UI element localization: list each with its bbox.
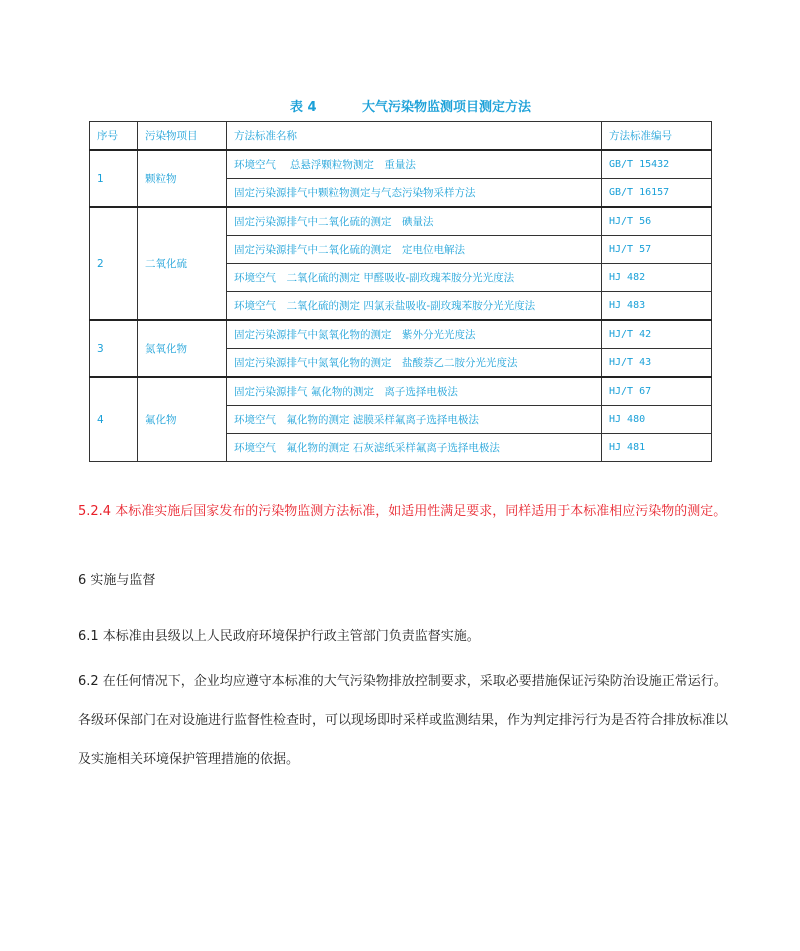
method-name: 环境空气 氟化物的测定 滤膜采样氟离子选择电极法 <box>227 406 602 434</box>
method-name: 固定污染源排气中二氧化硫的测定 碘量法 <box>227 207 602 236</box>
table-number: 表 4 <box>290 100 317 115</box>
method-code: HJ/T 42 <box>602 320 712 349</box>
method-name: 环境空气 二氧化硫的测定 四氯汞盐吸收-副玫瑰苯胺分光光度法 <box>227 292 602 321</box>
table-row <box>90 150 712 179</box>
table-title: 大气污染物监测项目测定方法 <box>362 100 532 115</box>
row-no: 2 <box>90 207 138 320</box>
method-name: 固定污染源排气中氮氧化物的测定 紫外分光光度法 <box>227 320 602 349</box>
row-pollutant: 氮氧化物 <box>138 320 227 377</box>
row-no: 3 <box>90 320 138 377</box>
method-code: HJ 480 <box>602 406 712 434</box>
method-code: GB/T 16157 <box>602 179 712 208</box>
row-no: 4 <box>90 377 138 462</box>
method-name: 环境空气 氟化物的测定 石灰滤纸采样氟离子选择电极法 <box>227 434 602 462</box>
method-code: HJ/T 56 <box>602 207 712 236</box>
row-pollutant: 氟化物 <box>138 377 227 462</box>
method-name: 固定污染源排气中氮氧化物的测定 盐酸萘乙二胺分光光度法 <box>227 349 602 378</box>
method-code: HJ 482 <box>602 264 712 292</box>
method-name: 环境空气 总悬浮颗粒物测定 重量法 <box>227 150 602 179</box>
table-header-row <box>90 122 712 151</box>
method-code: HJ/T 57 <box>602 236 712 264</box>
row-pollutant: 颗粒物 <box>138 150 227 207</box>
header-pollutant: 污染物项目 <box>138 122 227 151</box>
clause-5-2-4: 5.2.4 本标准实施后国家发布的污染物监测方法标准，如适用性满足要求，同样适用于本标准相应污染物的测定。 <box>78 504 727 519</box>
table-row <box>90 207 712 236</box>
method-code: HJ 483 <box>602 292 712 321</box>
method-code: HJ/T 67 <box>602 377 712 406</box>
method-name: 固定污染源排气中颗粒物测定与气态污染物采样方法 <box>227 179 602 208</box>
method-name: 环境空气 二氧化硫的测定 甲醛吸收-副玫瑰苯胺分光光度法 <box>227 264 602 292</box>
clause-6-1: 6.1 本标准由县级以上人民政府环境保护行政主管部门负责监督实施。 <box>78 629 480 644</box>
method-name: 固定污染源排气 氟化物的测定 离子选择电极法 <box>227 377 602 406</box>
row-no: 1 <box>90 150 138 207</box>
method-code: HJ/T 43 <box>602 349 712 378</box>
row-pollutant: 二氧化硫 <box>138 207 227 320</box>
header-method-code: 方法标准编号 <box>602 122 712 151</box>
header-no: 序号 <box>90 122 138 151</box>
header-method-name: 方法标准名称 <box>227 122 602 151</box>
method-code: HJ 481 <box>602 434 712 462</box>
table-row <box>90 377 712 406</box>
clause-6-2: 6.2 在任何情况下，企业均应遵守本标准的大气污染物排放控制要求，采取必要措施保证污染防治设施正常运行。各级环保部门在对设施进行监督性检查时，可以现场即时采样或监测结果，作为判定排污行为是否符合排放标准以及实施相关环境保护管理措施的依据。 <box>78 674 729 767</box>
section-6-heading: 6 实施与监督 <box>78 573 156 588</box>
table-row <box>90 320 712 349</box>
table-caption <box>0 96 800 116</box>
method-code: GB/T 15432 <box>602 150 712 179</box>
monitoring-methods-table <box>89 121 712 462</box>
method-name: 固定污染源排气中二氧化硫的测定 定电位电解法 <box>227 236 602 264</box>
